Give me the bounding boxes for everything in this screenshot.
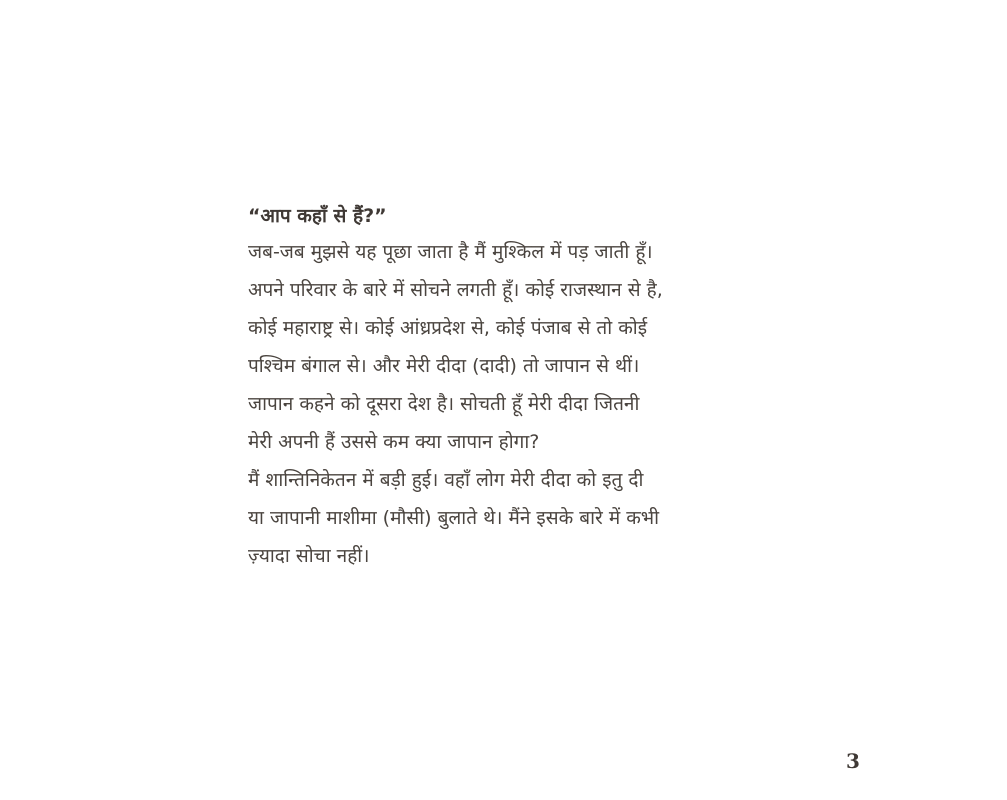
story-heading: “आप कहाँ से हैं?” [248,205,387,227]
text-line: अपने परिवार के बारे में सोचने लगती हूँ। कोई राजस्थान से है, [248,279,663,301]
paragraph-1 [248,233,778,461]
story-text [248,200,778,575]
text-line: जब-जब मुझसे यह पूछा जाता है मैं मुश्किल में पड़ जाती हूँ। [248,241,653,263]
text-line: मैं शान्तिनिकेतन में बड़ी हुई। वहाँ लोग मेरी दीदा को इतु दी [248,469,644,491]
text-line: या जापानी माशीमा (मौसी) बुलाते थे। मैंने इसके बारे में कभी [248,507,660,529]
page-number: 3 [846,749,860,773]
paragraph-2 [248,461,778,575]
text-line: पश्चिम बंगाल से। और मेरी दीदा (दादी) तो जापान से थीं। [248,355,640,377]
text-line: जापान कहने को दूसरा देश है। सोचती हूँ मेरी दीदा जितनी [248,393,640,415]
text-line: मेरी अपनी हैं उससे कम क्या जापान होगा? [248,431,540,453]
text-line: ज़्यादा सोचा नहीं। [248,545,370,567]
text-line: कोई महाराष्ट्र से। कोई आंध्रप्रदेश से, कोई पंजाब से तो कोई [248,317,648,339]
